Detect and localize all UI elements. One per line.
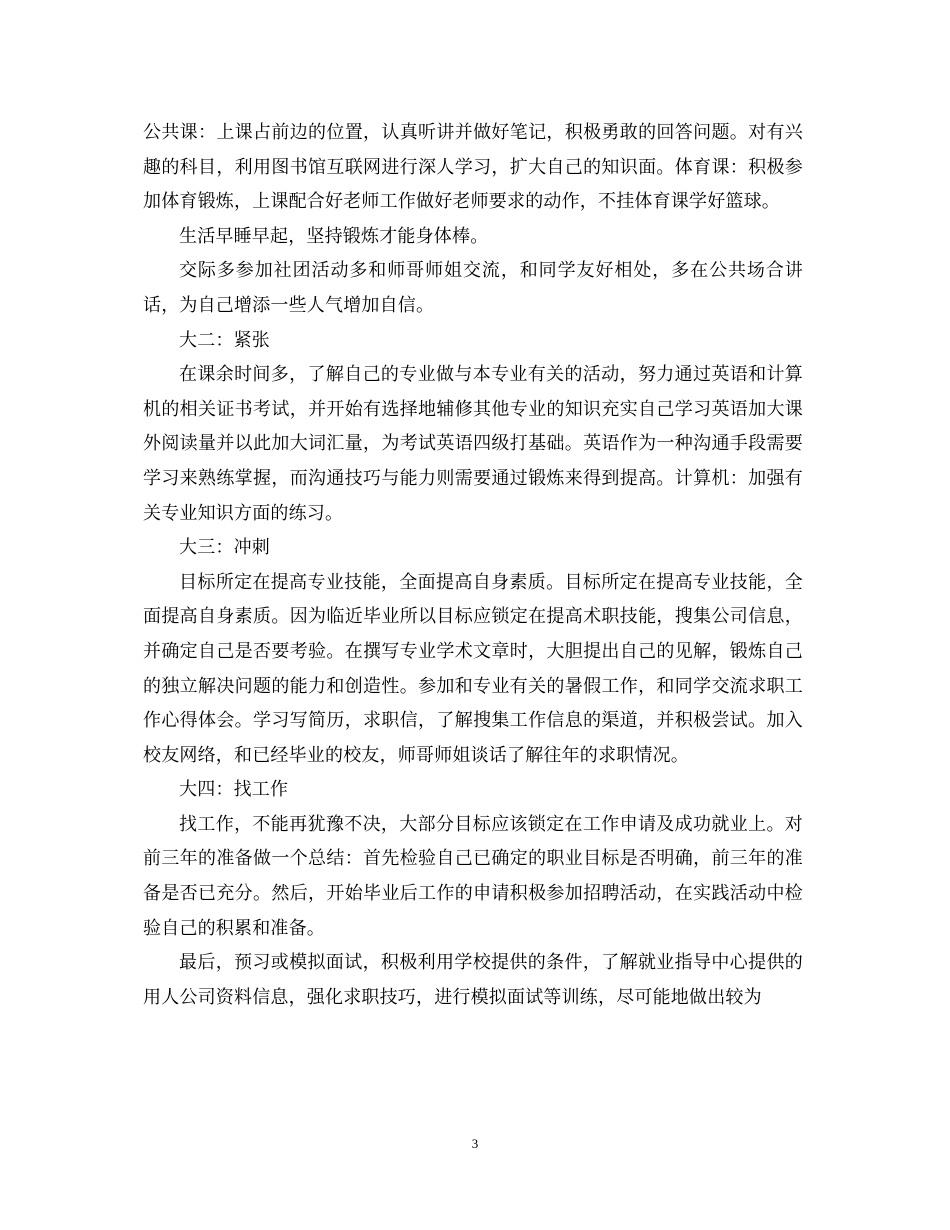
paragraph-social: 交际多参加社团活动多和师哥师姐交流，和同学友好相处，多在公共场合讲话，为自己增添一些人气增加自信。: [143, 260, 803, 316]
paragraph-sophomore: 在课余时间多，了解自己的专业做与本专业有关的活动，努力通过英语和计算机的相关证书考试，并开始有选择地辅修其他专业的知识充实自己学习英语加大课外阅读量并以此加大词汇量，为考试英语四级打基础。英语作为一种沟通手段需要学习来熟练掌握，而沟通技巧与能力则需要通过锻炼来得到提高。计算机：加强有关专业知识方面的练习。: [143, 364, 803, 524]
paragraph-public-courses: 公共课：上课占前边的位置，认真听讲并做好笔记，积极勇敢的回答问题。对有兴趣的科目，利用图书馆互联网进行深人学习，扩大自己的知识面。体育课：积极参加体育锻炼，上课配合好老师工作做好老师要求的动作，不挂体育课学好篮球。: [143, 122, 803, 213]
page-number: 3: [471, 1136, 479, 1151]
heading-junior: 大三：冲刺: [179, 537, 270, 559]
heading-sophomore: 大二：紧张: [179, 329, 270, 351]
paragraph-final: 最后，预习或模拟面试，积极利用学校提供的条件，了解就业指导中心提供的用人公司资料信息，强化求职技巧，进行模拟面试等训练，尽可能地做出较为: [143, 952, 803, 1008]
paragraph-daily-life: 生活早睡早起，坚持锻炼才能身体棒。: [179, 225, 489, 247]
document-body: [143, 116, 803, 1015]
heading-senior: 大四：找工作: [179, 779, 289, 801]
paragraph-junior: 目标所定在提高专业技能，全面提高自身素质。目标所定在提高专业技能，全面提高自身素质。因为临近毕业所以目标应锁定在提高术职技能，搜集公司信息，并确定自己是否要考验。在撰写专业学术文章时，大胆提出自己的见解，锻炼自己的独立解决问题的能力和创造性。参加和专业有关的暑假工作，和同学交流求职工作心得体会。学习写简历，求职信，了解搜集工作信息的渠道，并积极尝试。加入校友网络，和已经毕业的校友，师哥师姐谈话了解往年的求职情况。: [143, 571, 803, 766]
paragraph-senior: 找工作，不能再犹豫不决，大部分目标应该锁定在工作申请及成功就业上。对前三年的准备做一个总结：首先检验自己已确定的职业目标是否明确，前三年的准备是否已充分。然后，开始毕业后工作的申请积极参加招聘活动，在实践活动中检验自己的积累和准备。: [143, 813, 803, 939]
